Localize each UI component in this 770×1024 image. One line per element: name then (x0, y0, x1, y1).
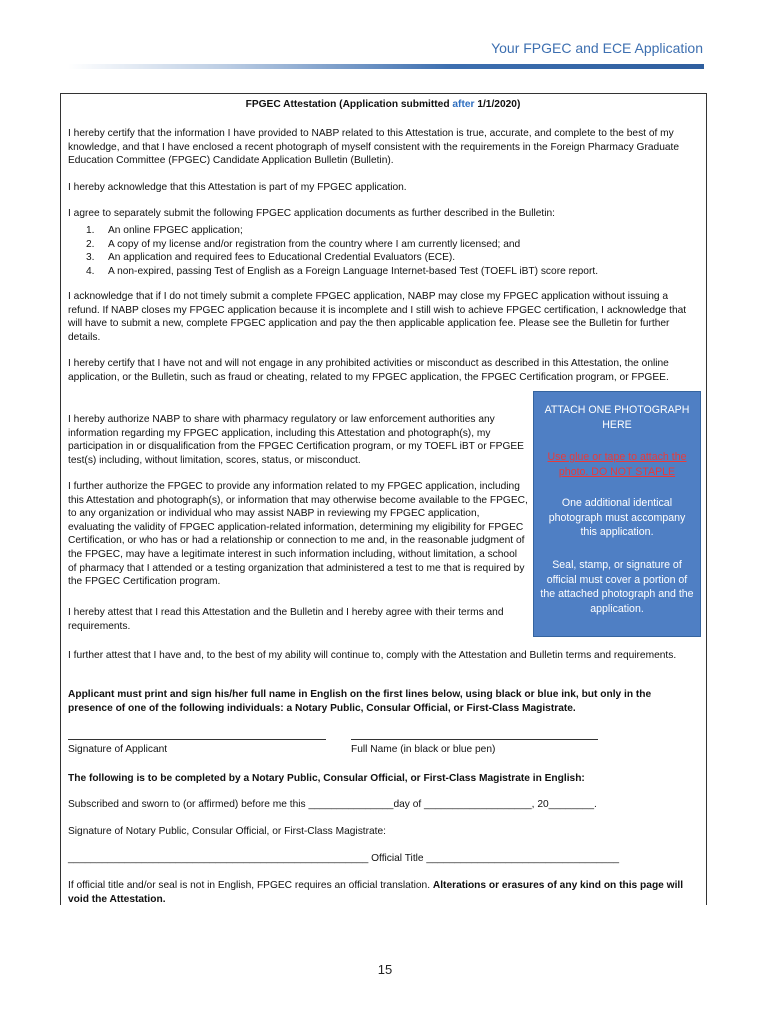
list-number: 2. (86, 238, 95, 250)
title-suffix: 1/1/2020) (474, 99, 521, 110)
seal-instruction: Seal, stamp, or signature of official must cover a portion of the attached photograph and the application. (540, 559, 694, 615)
list-text: An application and required fees to Educational Credential Evaluators (ECE). (108, 252, 456, 264)
provide-authorization-paragraph: I further authorize the FPGEC to provide any information related to my FPGEC application, including this Attestation and photograph(s), or information that may otherwise become available to the FPGEC, to any organization or individual who may assist NABP in reviewing my FPGEC application, evaluating the validity of FPGEC application-related information, determining my eligibility for FPGEC Certification, or who has or had a relationship or connection to me and, in the reasonable judgment of the FPGEC, may have a legitimate interest in such information including, without limitation, a school of pharmacy that I attended or a testing organization that administered a test to me that is required by the FPGEC Certification program. (68, 481, 528, 588)
list-text: A non-expired, passing Test of English as a Foreign Language Internet-based Test (TOEFL iBT) score report. (108, 265, 599, 277)
notary-signature-label: Signature of Notary Public, Consular Official, or First-Class Magistrate: (68, 826, 387, 837)
no-staple-warning: Use glue or tape to attach the photo. DO NOT STAPLE (547, 451, 687, 478)
applicant-instructions: Applicant must print and sign his/her full name in English on the first lines below, using black or blue ink, but only in the presence of one of the following individuals: a Notary Public, Consular Official, or First-Class Magistrate. (68, 689, 652, 714)
list-item (68, 265, 698, 279)
list-text: A copy of my license and/or registration from the country where I am currently licensed; and (108, 238, 521, 250)
photo-attachment-box[interactable] (533, 391, 701, 637)
notary-instructions: The following is to be completed by a Notary Public, Consular Official, or First-Class Magistrate in English: (68, 773, 585, 784)
list-text: An online FPGEC application; (108, 225, 243, 236)
list-item (68, 251, 698, 265)
title-prefix: FPGEC Attestation (Application submitted (245, 99, 453, 110)
list-number: 1. (86, 225, 95, 236)
documents-list (68, 224, 698, 278)
translation-text: If official title and/or seal is not in English, FPGEC requires an official translation. (68, 880, 433, 891)
list-item (68, 224, 698, 238)
conduct-paragraph: I hereby certify that I have not and will not engage in any prohibited activities or misconduct as described in this Attestation, the online application, or the Bulletin, such as fraud or cheating, related to my FPGEC application, the FPGEC Certification program, or FPGEE. (68, 358, 669, 383)
attestation-title (68, 98, 698, 112)
certify-paragraph: I hereby certify that the information I have provided to NABP related to this Attestation is true, accurate, and complete to the best of my knowledge, and that I have enclosed a recent photograph of myself consistent with the requirements in the Foreign Pharmacy Graduate Education Committee (FPGEC) Candidate Application Bulletin (Bulletin). (68, 128, 680, 167)
attach-photo-instruction: ATTACH ONE PHOTOGRAPH HERE (544, 404, 690, 431)
translation-paragraph (68, 879, 698, 906)
applicant-signature-line[interactable] (68, 739, 326, 740)
official-title-line[interactable]: _____________________________________________________ Official Title __________________________________ (68, 853, 620, 864)
acknowledge-paragraph: I hereby acknowledge that this Attestation is part of my FPGEC application. (68, 182, 407, 193)
full-name-label: Full Name (in black or blue pen) (351, 744, 496, 755)
additional-photo-note: One additional identical photograph must accompany this application. (548, 497, 686, 538)
page-number: 15 (377, 962, 393, 977)
list-number: 3. (86, 252, 95, 264)
header-title: Your FPGEC and ECE Application (491, 40, 703, 56)
share-authorization-paragraph: I hereby authorize NABP to share with pharmacy regulatory or law enforcement authorities any information regarding my FPGEC application, including this Attestation and photograph(s), my participation in or disqualification from the FPGEC Certification program, or my TOEFL iBT or FPGEE test(s) including, without limitation, scores, status, or misconduct. (68, 414, 524, 466)
agree-paragraph: I agree to separately submit the following FPGEC application documents as further described in the Bulletin: (68, 208, 555, 219)
list-item (68, 238, 698, 252)
full-name-line[interactable] (351, 739, 598, 740)
header-rule (68, 64, 704, 69)
refund-paragraph: I acknowledge that if I do not timely submit a complete FPGEC application, NABP may close my FPGEC application without issuing a refund. If NABP closes my FPGEC application because it is incomplete and I still wish to achieve FPGEC certification, I acknowledge that will have to submit a new, complete FPGEC application and pay the then applicable application fee. Please see the Bulletin for further details. (68, 291, 687, 343)
read-attest-paragraph: I hereby attest that I read this Attestation and the Bulletin and I hereby agree with their terms and requirements. (68, 607, 504, 632)
alterations-warning: Alterations or erasures of any kind on this page will void the Attestation. (68, 880, 684, 905)
comply-paragraph: I further attest that I have and, to the best of my ability will continue to, comply with the Attestation and Bulletin terms and requirements. (68, 650, 677, 661)
sworn-line[interactable]: Subscribed and sworn to (or affirmed) before me this _______________day of ___________________, 20________. (68, 799, 597, 810)
title-highlight: after (452, 99, 475, 110)
list-number: 4. (86, 265, 95, 277)
signature-of-applicant-label: Signature of Applicant (68, 744, 168, 755)
